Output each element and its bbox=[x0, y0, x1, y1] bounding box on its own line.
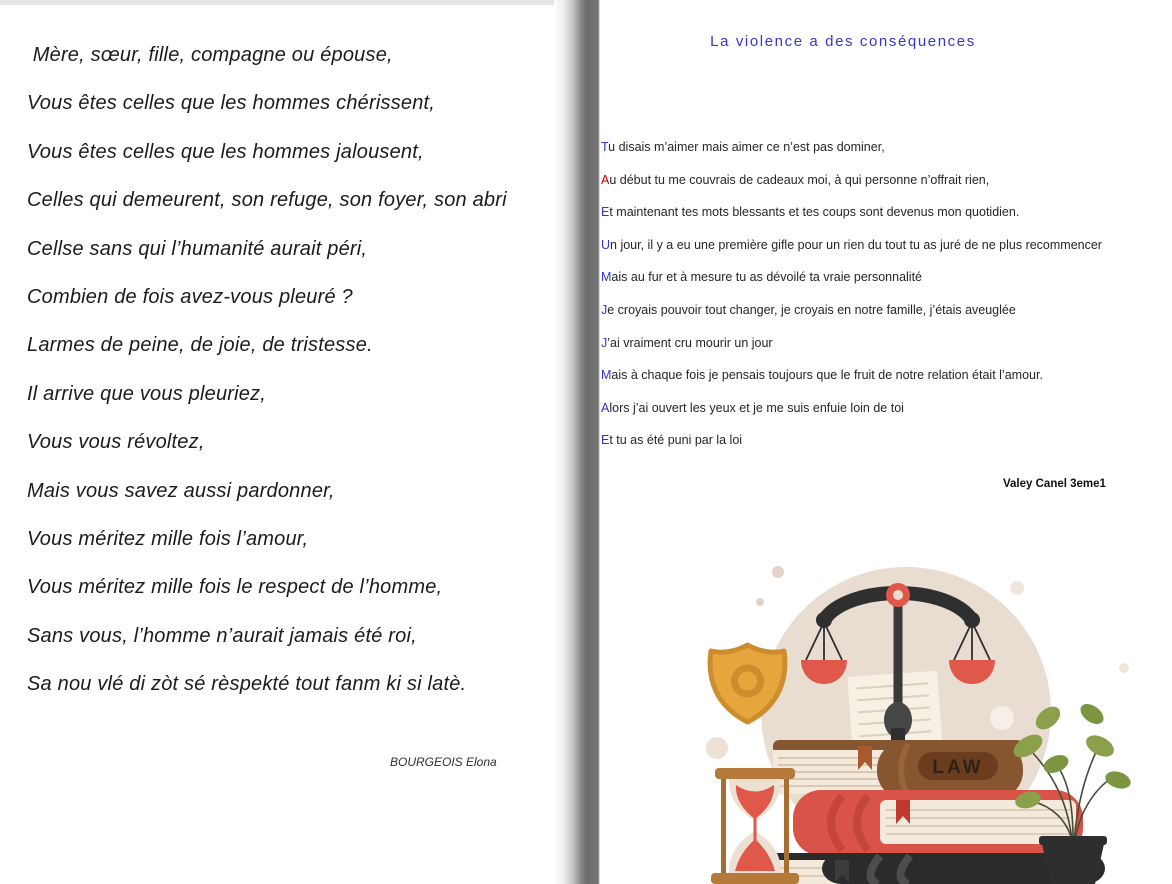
acrostic-initial: M bbox=[601, 270, 612, 285]
acrostic-initial: E bbox=[601, 205, 610, 220]
right-poem bbox=[601, 131, 1161, 457]
poem-line bbox=[601, 392, 1161, 425]
poem-line bbox=[601, 229, 1161, 262]
acrostic-initial: J bbox=[601, 335, 608, 350]
page-title: La violence a des conséquences bbox=[710, 33, 976, 50]
poem-line-text: lors j’ai ouvert les yeux et je me suis enfuie loin de toi bbox=[609, 400, 904, 415]
poem-line-text: t maintenant tes mots blessants et tes coups sont devenus mon quotidien. bbox=[609, 205, 1020, 220]
poem-line: Vous méritez mille fois l’amour, bbox=[27, 528, 309, 551]
plant-pot bbox=[1042, 844, 1104, 884]
poem-line bbox=[601, 359, 1161, 392]
poem-line: Celles qui demeurent, son refuge, son foyer, son abri bbox=[27, 189, 507, 212]
poem-line: Vous vous révoltez, bbox=[27, 431, 205, 454]
poem-line: Vous êtes celles que les hommes jalousent, bbox=[27, 140, 424, 163]
poem-line-text: t tu as été puni par la loi bbox=[609, 433, 743, 448]
poem-line-text: u début tu me couvrais de cadeaux moi, à qui personne n’offrait rien, bbox=[609, 172, 990, 187]
poem-line-text: e croyais pouvoir tout changer, je croyais en notre famille, j’étais aveuglée bbox=[607, 302, 1016, 317]
poem-line: Mais vous savez aussi pardonner, bbox=[27, 479, 335, 502]
poem-line: Vous êtes celles que les hommes chérissent, bbox=[27, 92, 436, 115]
poem-line bbox=[601, 164, 1161, 197]
poem-line: Larmes de peine, de joie, de tristesse. bbox=[27, 334, 373, 357]
justice-law-illustration bbox=[672, 548, 1172, 884]
poem-line: Vous méritez mille fois le respect de l’homme, bbox=[27, 576, 443, 599]
poem-line-text: u disais m’aimer mais aimer ce n’est pas dominer, bbox=[608, 140, 885, 154]
poem-line-text: ais au fur et à mesure tu as dévoilé ta vraie personnalité bbox=[611, 270, 923, 285]
law-book-label: LAW bbox=[932, 757, 984, 778]
right-poem-author: Valey Canel 3eme1 bbox=[1003, 478, 1106, 490]
acrostic-initial: E bbox=[601, 433, 610, 448]
poem-line: Sa nou vlé di zòt sé rèspekté tout fanm ki si latè. bbox=[27, 673, 467, 696]
hourglass-icon bbox=[711, 768, 799, 884]
acrostic-initial: A bbox=[601, 400, 610, 415]
poem-line bbox=[601, 327, 1161, 360]
poem-line bbox=[601, 261, 1161, 294]
acrostic-initial: A bbox=[601, 172, 610, 187]
poem-line-text: ais à chaque fois je pensais toujours que le fruit de notre relation était l’amour. bbox=[611, 368, 1043, 383]
acrostic-initial: T bbox=[601, 140, 609, 154]
poem-line: Cellse sans qui l’humanité aurait péri, bbox=[27, 237, 368, 260]
poem-line: Combien de fois avez-vous pleuré ? bbox=[27, 286, 353, 309]
poem-line: Mère, sœur, fille, compagne ou épouse, bbox=[27, 44, 393, 66]
page-top-edge bbox=[0, 0, 600, 5]
left-poem bbox=[27, 31, 572, 709]
page-fold-shadow bbox=[554, 0, 600, 884]
poem-line-text: n jour, il y a eu une première gifle pour un rien du tout tu as juré de ne plus recommencer bbox=[610, 237, 1102, 252]
left-poem-author: BOURGEOIS Elona bbox=[390, 755, 497, 769]
poem-line bbox=[601, 294, 1161, 327]
acrostic-initial: U bbox=[601, 237, 611, 252]
poem-line bbox=[601, 424, 1161, 457]
acrostic-initial: M bbox=[601, 368, 612, 383]
poem-line bbox=[601, 131, 1161, 164]
poem-line: Sans vous, l’homme n’aurait jamais été roi, bbox=[27, 624, 417, 647]
poem-line: Il arrive que vous pleuriez, bbox=[27, 382, 267, 405]
poem-line-text: ’ai vraiment cru mourir un jour bbox=[607, 335, 773, 350]
poem-line bbox=[601, 196, 1161, 229]
acrostic-initial: J bbox=[601, 302, 608, 317]
page-left bbox=[0, 0, 577, 884]
